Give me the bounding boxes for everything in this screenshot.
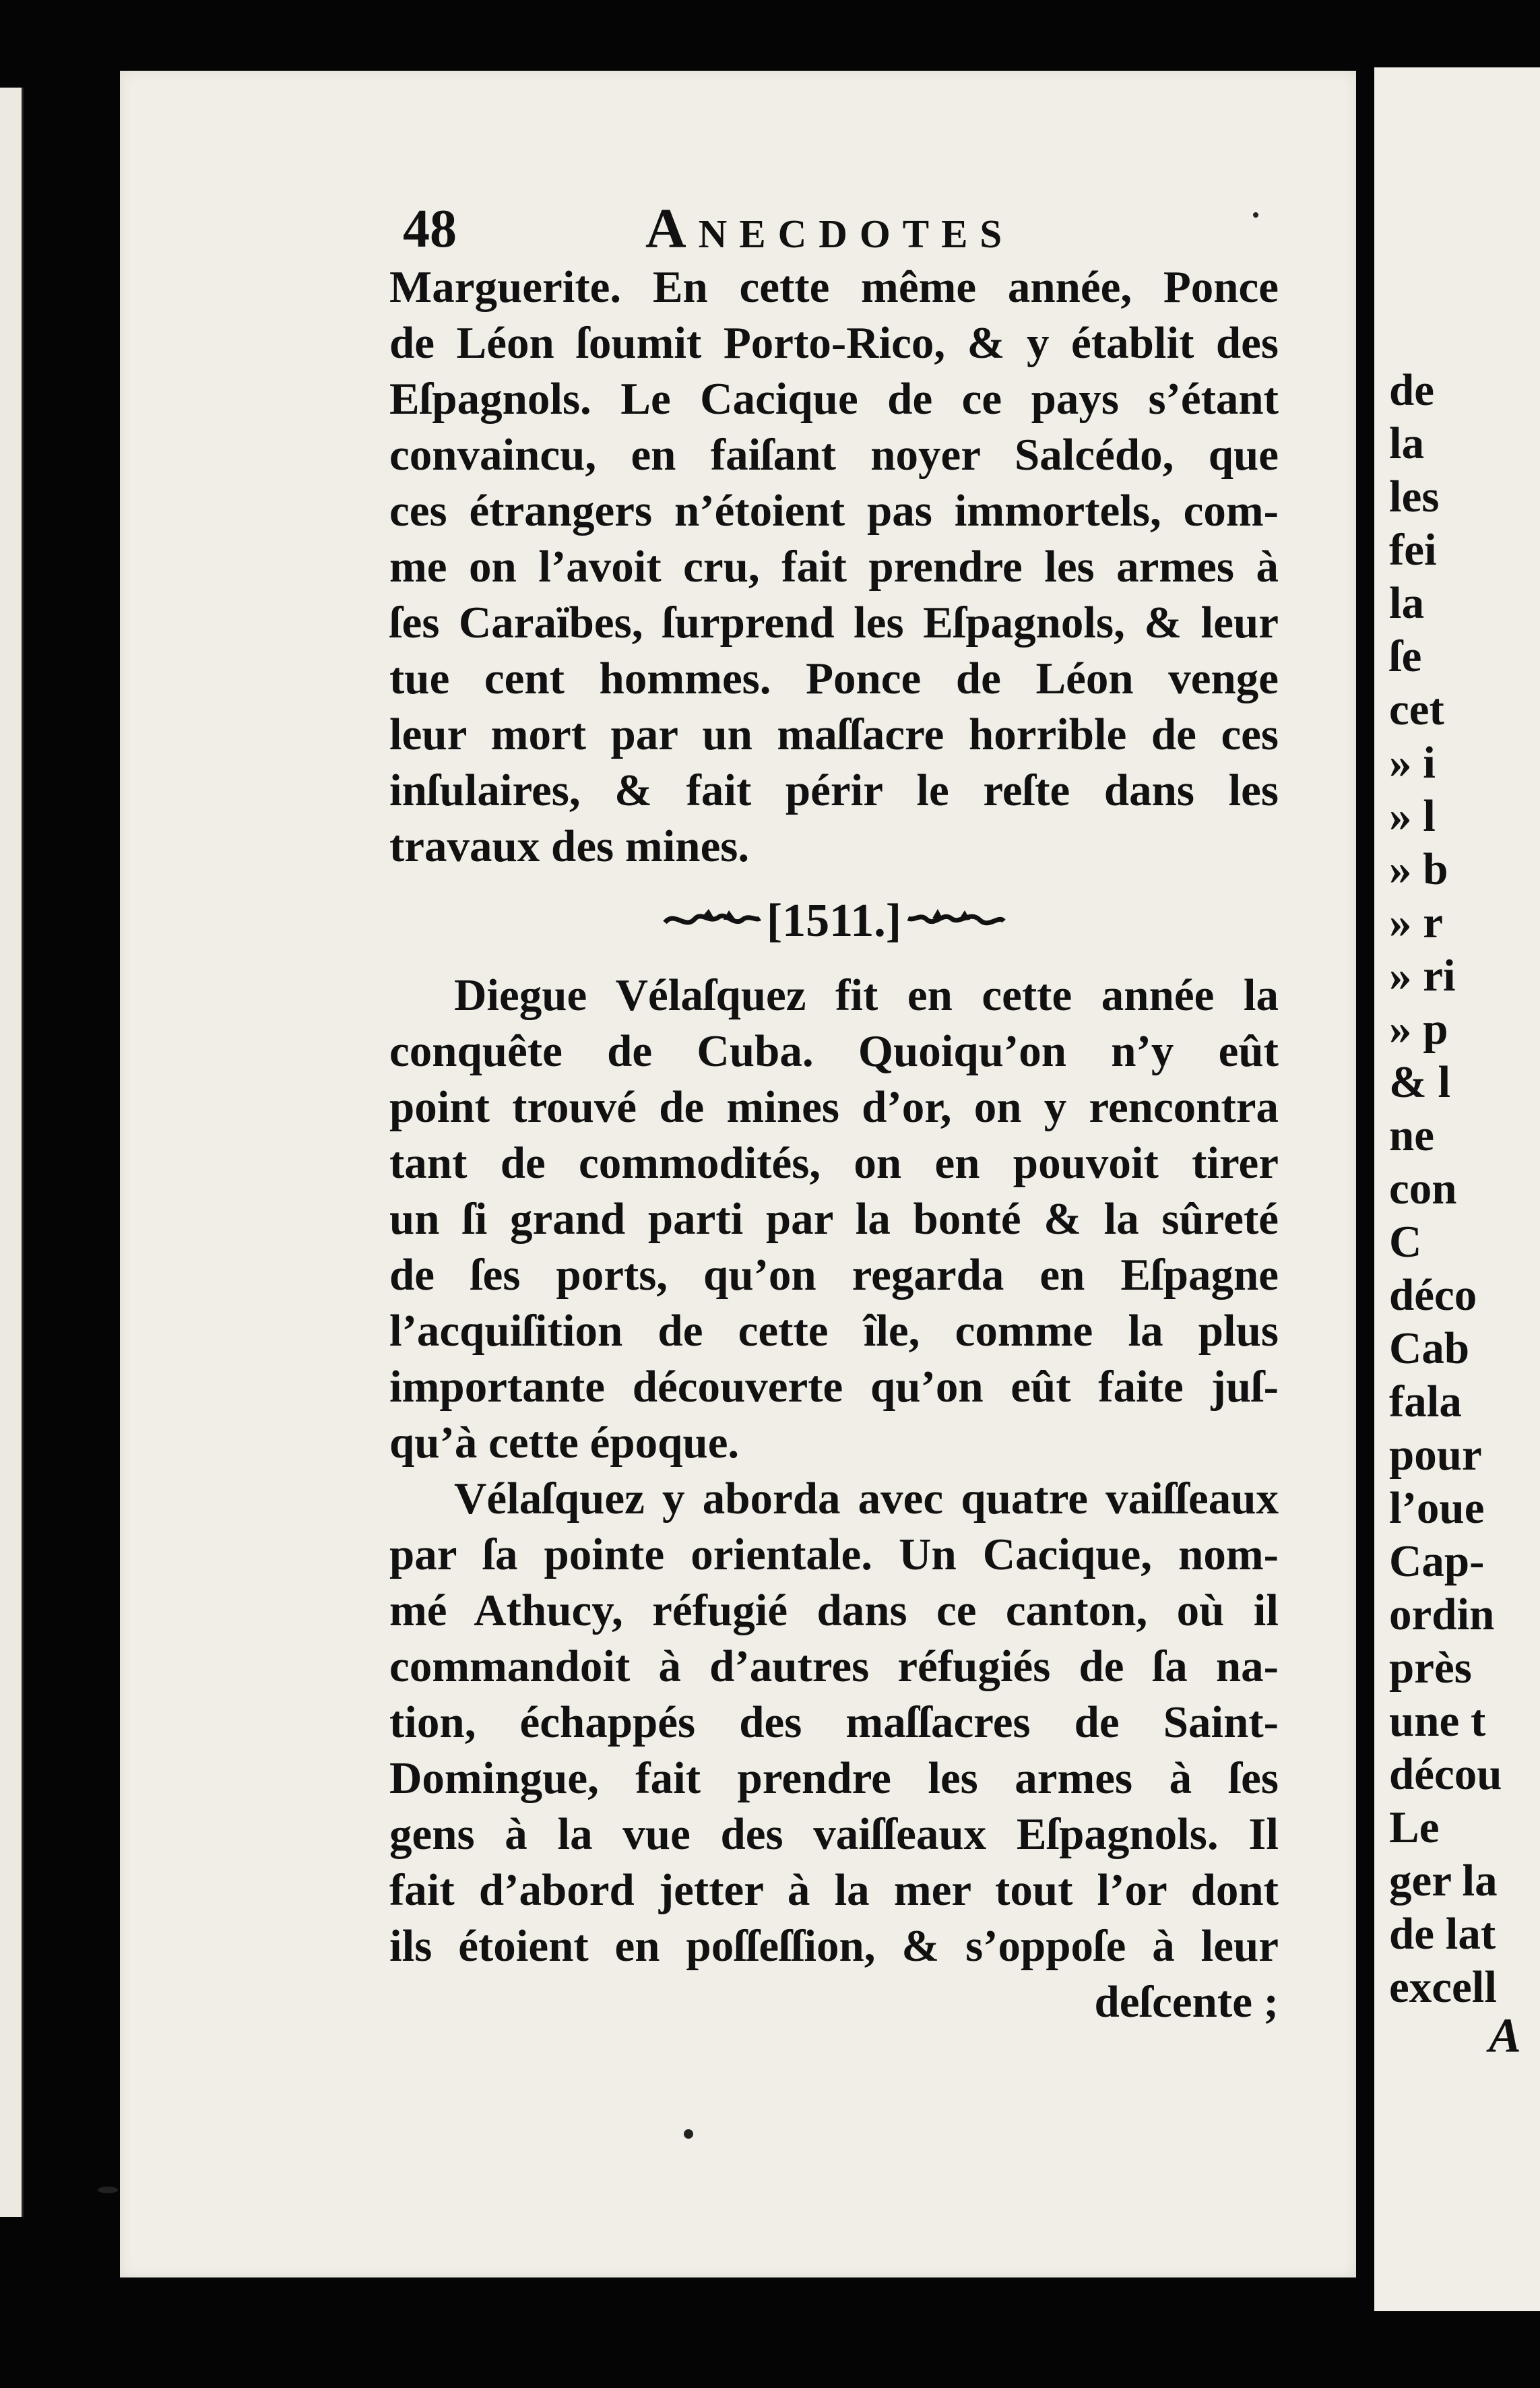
text-line: ces étrangers n’étoient pas immortels, com-	[389, 486, 1279, 536]
text-line: tion, échappés des maſſacres de Saint-	[389, 1697, 1279, 1747]
text-line: leur mort par un maſſacre horrible de ces	[389, 710, 1279, 759]
page-number: 48	[403, 199, 457, 259]
text-line: convaincu, en faiſant noyer Salcédo, que	[389, 430, 1279, 480]
year-text: [1511.]	[766, 894, 902, 947]
facing-line: fei	[1389, 525, 1437, 575]
facing-line: ne	[1389, 1110, 1434, 1160]
paragraph-1	[389, 259, 1279, 875]
paragraph-2	[389, 968, 1279, 1471]
facing-line: la	[1389, 578, 1425, 628]
facing-line: excell	[1389, 1962, 1497, 2012]
text-line: tant de commodités, on en pouvoit tirer	[389, 1138, 1279, 1188]
ornament-right-icon	[905, 904, 1006, 937]
facing-line: con	[1389, 1164, 1457, 1214]
facing-line: de	[1389, 365, 1434, 415]
text-line: tue cent hommes. Ponce de Léon venge	[389, 654, 1279, 703]
facing-line: Cap-	[1389, 1536, 1485, 1586]
text-line: ſes Caraïbes, ſurprend les Eſpagnols, & leur	[389, 598, 1279, 648]
facing-line: les	[1389, 472, 1440, 522]
text-line: Domingue, fait prendre les armes à ſes	[389, 1753, 1279, 1803]
ornament-left-icon	[662, 904, 763, 937]
text-line: gens à la vue des vaiſſeaux Eſpagnols. Il	[389, 1809, 1279, 1859]
facing-line: » r	[1389, 898, 1443, 947]
text-line: Vélaſquez y aborda avec quatre vaiſſeaux	[454, 1474, 1279, 1523]
facing-line: ger la	[1389, 1856, 1498, 1906]
year-heading	[389, 880, 1279, 961]
text-line: importante découverte qu’on eût faite juſ-	[389, 1362, 1279, 1412]
facing-line: Cab	[1389, 1323, 1470, 1373]
facing-line: une t	[1389, 1696, 1486, 1746]
facing-line: » b	[1389, 844, 1448, 894]
paragraph-3	[389, 1471, 1279, 1974]
facing-line: » p	[1389, 1004, 1448, 1054]
text-line: Diegue Vélaſquez fit en cette année la	[454, 970, 1279, 1020]
text-line: qu’à cette époque.	[389, 1418, 740, 1468]
text-line: commandoit à d’autres réfugiés de ſa na-	[389, 1641, 1279, 1691]
text-line: de Léon ſoumit Porto-Rico, & y établit des	[389, 318, 1279, 368]
text-line: point trouvé de mines d’or, on y rencontra	[389, 1082, 1279, 1132]
ink-speck	[1253, 212, 1258, 218]
facing-line: déco	[1389, 1270, 1477, 1320]
facing-line: l’oue	[1389, 1483, 1485, 1533]
text-line: fait d’abord jetter à la mer tout l’or dont	[389, 1865, 1279, 1915]
text-line: de ſes ports, qu’on regarda en Eſpagne	[389, 1250, 1279, 1300]
facing-line: » l	[1389, 791, 1436, 841]
facing-line: cet	[1389, 685, 1444, 734]
page-text	[389, 259, 1279, 2030]
left-page-edge	[0, 88, 24, 2217]
running-head	[403, 192, 1077, 266]
facing-line: décou	[1389, 1749, 1502, 1799]
text-line: l’acquiſition de cette île, comme la plus	[389, 1306, 1279, 1356]
text-line: Marguerite. En cette même année, Ponce	[389, 262, 1279, 312]
facing-line: » i	[1389, 738, 1436, 788]
facing-line: Le	[1389, 1802, 1440, 1852]
ink-speck	[98, 2187, 118, 2193]
text-line: conquête de Cuba. Quoiqu’on n’y eût	[389, 1026, 1279, 1076]
text-line: Eſpagnols. Le Cacique de ce pays s’étant	[389, 374, 1279, 424]
facing-line: de lat	[1389, 1909, 1496, 1959]
running-title: Anecdotes	[645, 197, 1015, 260]
catchword: deſcente ;	[1094, 1977, 1279, 2027]
facing-line: ordin	[1389, 1590, 1495, 1639]
facing-page-text	[1389, 364, 1540, 2014]
text-line: mé Athucy, réfugié dans ce canton, où il	[389, 1585, 1279, 1635]
facing-line: ſe	[1389, 631, 1422, 681]
facing-page-catchword: A	[1489, 2009, 1522, 2063]
text-line: un ſi grand parti par la bonté & la sûreté	[389, 1194, 1279, 1244]
facing-line: » ri	[1389, 951, 1456, 1001]
text-line: ils étoient en poſſeſſion, & s’oppoſe à leur	[389, 1921, 1279, 1971]
ink-speck	[684, 2129, 693, 2139]
facing-line: fala	[1389, 1377, 1462, 1426]
facing-line: & l	[1389, 1057, 1451, 1107]
facing-line: C	[1389, 1217, 1422, 1267]
text-line: me on l’avoit cru, fait prendre les armes à	[389, 542, 1279, 592]
text-line: inſulaires, & fait périr le reſte dans les	[389, 765, 1279, 815]
facing-line: près	[1389, 1643, 1472, 1693]
text-line: travaux des mines.	[389, 821, 750, 871]
facing-line: la	[1389, 418, 1425, 468]
text-line: par ſa pointe orientale. Un Cacique, nom-	[389, 1530, 1279, 1579]
facing-page	[1374, 67, 1540, 2311]
facing-line: pour	[1389, 1430, 1482, 1480]
